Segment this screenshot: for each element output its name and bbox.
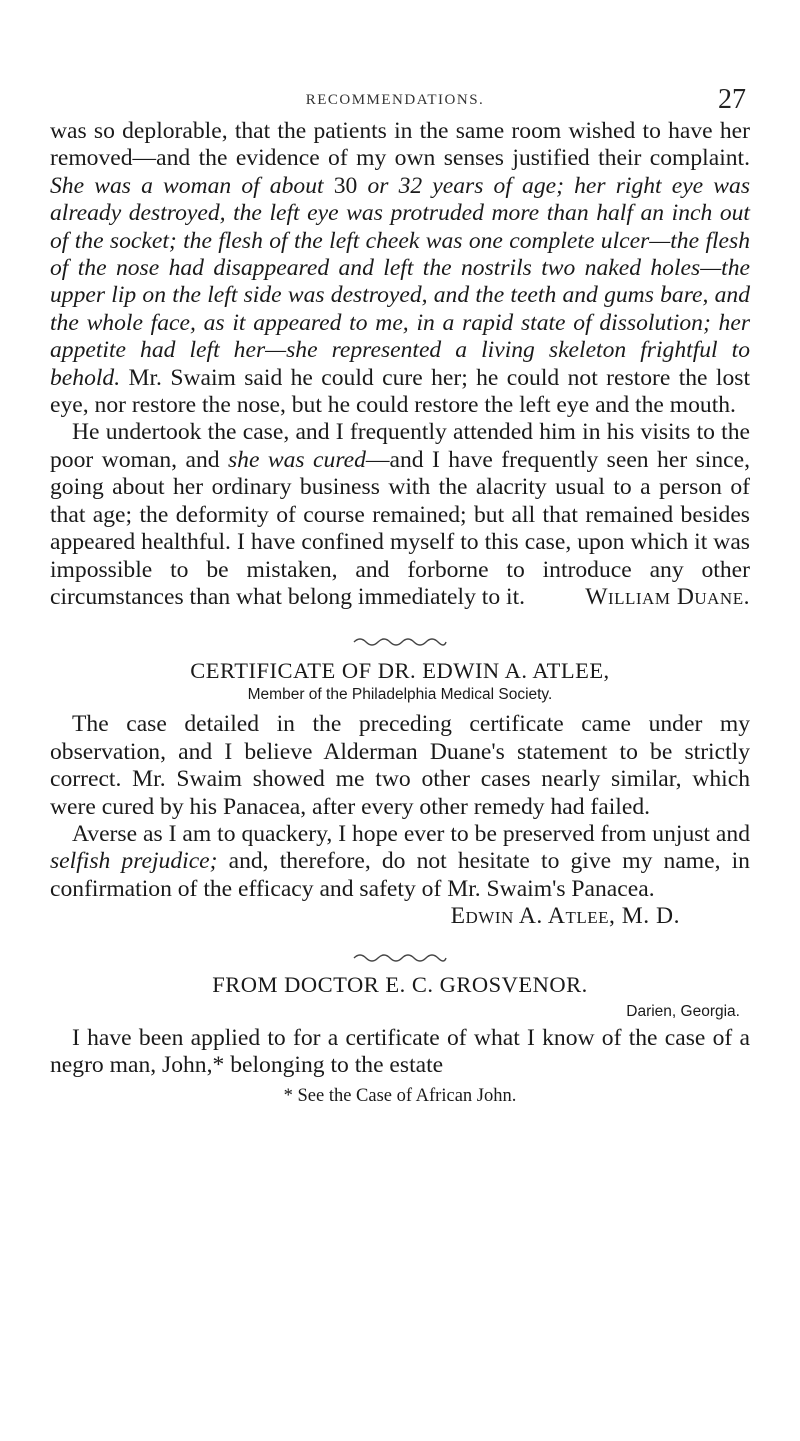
duane-paragraph-2: He undertook the case, and I frequently attended him in his visits to the poor woman, and she was cured—and I have frequently seen her since, going about her ordinary business with the alacrity usual to a person of that age; the deformity of course remained; but all that remained besides appeared healthful. I have confined myself to this case, upon which it was impossible to be mistaken, and forborne to introduce any other circumstances than what belong immediately to it. William Duane. xyxy=(50,419,750,610)
grosvenor-paragraph-1: I have been applied to for a certificate of what I know of the case of a negro man, John,* belonging to the estate xyxy=(50,1024,750,1078)
wavy-divider-2 xyxy=(350,949,450,965)
footnote: * See the Case of African John. xyxy=(283,1086,517,1107)
atlee-heading: CERTIFICATE OF DR. EDWIN A. ATLEE, xyxy=(190,658,610,684)
running-head xyxy=(50,84,746,118)
wavy-divider-1 xyxy=(350,633,450,649)
grosvenor-heading: FROM DOCTOR E. C. GROSVENOR. xyxy=(212,971,588,997)
atlee-signature: Edwin A. Atlee, M. D. xyxy=(450,903,680,930)
atlee-paragraph-1: The case detailed in the preceding certificate came under my observation, and I believe Alderman Duane's statement to be strictly correct. Mr. Swaim showed me two other cases nearly similar, which were cured by his Panacea, after every other remedy had failed. xyxy=(50,711,750,820)
grosvenor-place: Darien, Georgia. xyxy=(626,1002,740,1020)
duane-signature: William Duane. xyxy=(585,583,750,610)
atlee-subheading: Member of the Philadelphia Medical Society. xyxy=(247,686,553,704)
page-number: 27 xyxy=(718,84,746,115)
body-text xyxy=(50,118,750,1107)
duane-paragraph-1: was so deplorable, that the patients in the same room wished to have her removed—and the evidence of my own senses justified their complaint. She was a woman of about 30 or 32 years of age; her right eye was already destroyed, the left eye was protruded more than half an inch out of the socket; the flesh of the left cheek was one complete ulcer—the flesh of the nose had disappeared and left the nostrils two naked holes—the upper lip on the left side was destroyed, and the teeth and gums bare, and the whole face, as it appeared to me, in a rapid state of dissolution; her appetite had left her—she represented a living skeleton frightful to behold. Mr. Swaim said he could cure her; he could not restore the lost eye, nor restore the nose, but he could restore the left eye and the mouth. xyxy=(50,118,751,419)
running-title: RECOMMENDATIONS. xyxy=(305,92,485,108)
atlee-paragraph-2: Averse as I am to quackery, I hope ever to be preserved from unjust and selfish prejudice; and, therefore, do not hesitate to give my name, in confirmation of the efficacy and safety of Mr. Swaim's Panacea. xyxy=(50,820,750,902)
